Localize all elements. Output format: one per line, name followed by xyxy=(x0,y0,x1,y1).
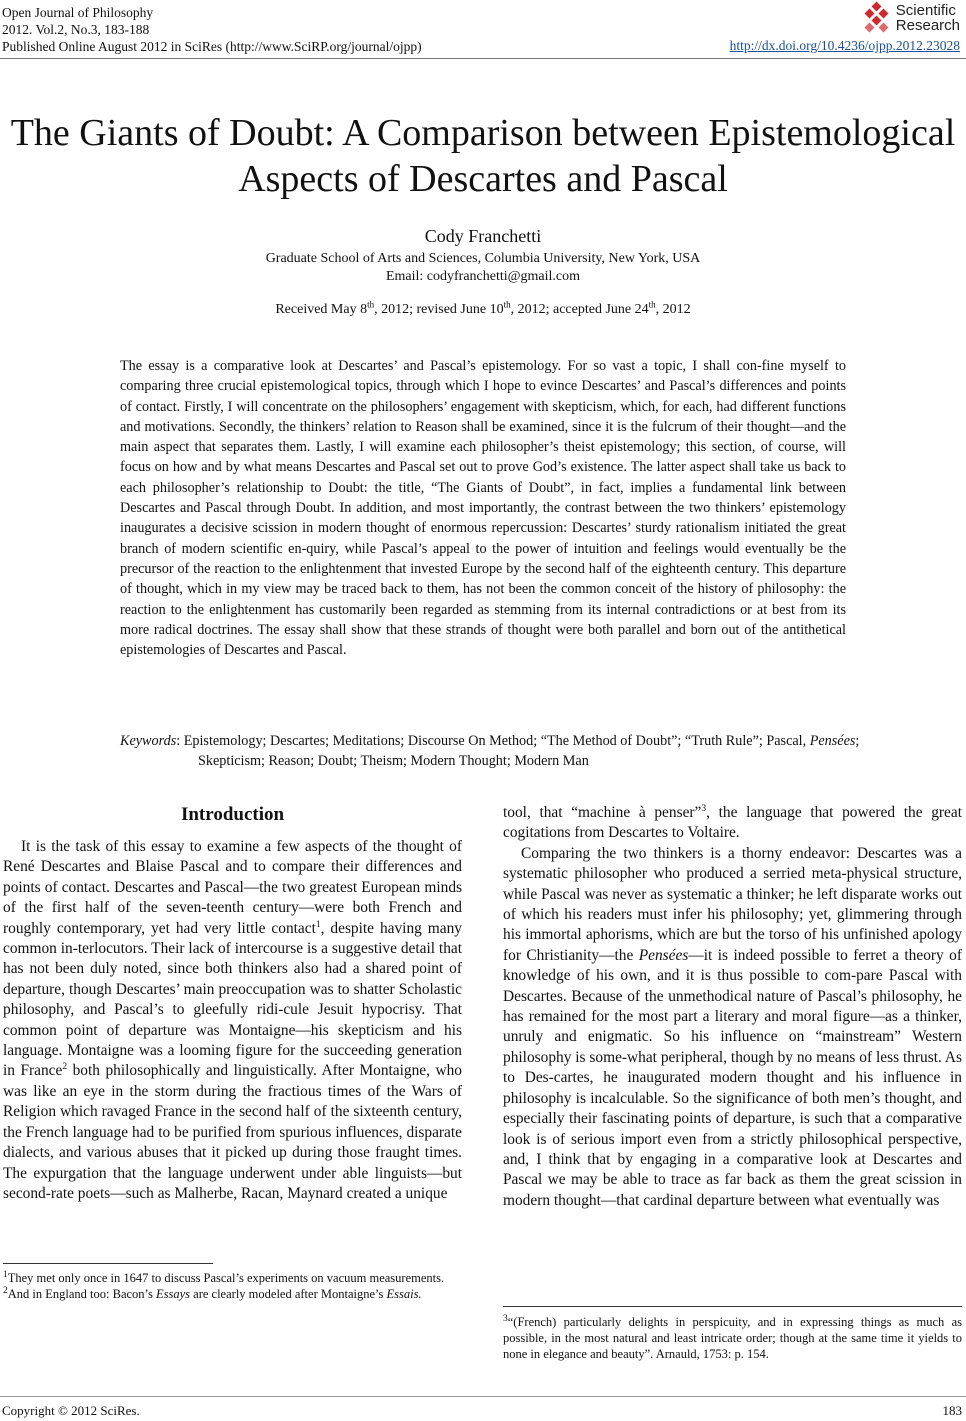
journal-name: Open Journal of Philosophy xyxy=(2,5,154,20)
publisher-block xyxy=(680,0,960,53)
doi-link[interactable]: http://dx.doi.org/10.4236/ojpp.2012.23028 xyxy=(729,38,960,53)
author-email: Email: codyfranchetti@gmail.com xyxy=(385,269,581,284)
footer-rule xyxy=(0,1396,966,1397)
running-header xyxy=(2,4,422,55)
footnote: $^1$They met only once in 1647 to discuss Pascal’s experiments on vacuum measurements. xyxy=(3,1269,445,1285)
header-rule xyxy=(0,58,966,59)
footnote-rule xyxy=(503,1306,962,1307)
footnote-ref: 1 xyxy=(315,919,321,930)
affiliation: Graduate School of Arts and Sciences, Columbia University, New York, USA xyxy=(265,251,701,266)
publication-info: Published Online August 2012 in SciRes (http://www.SciRP.org/journal/ojpp) xyxy=(2,39,422,54)
footnote: $^3$“(French) particularly delights in perspicuity, and in expressing things as much as possible, in the most natural and least intricate order; though at the same time it yields to none in elegance and beauty”. Arnauld, 1753: p. 154. xyxy=(503,1313,962,1361)
paper-title: The Giants of Doubt: A Comparison between Epistemological Aspects of Descartes and Pascal xyxy=(10,112,956,200)
footnote-rule xyxy=(3,1263,213,1264)
page-number: 183 xyxy=(942,1403,962,1418)
affiliation-block xyxy=(0,250,966,286)
publisher-logo xyxy=(680,0,960,36)
author-name: Cody Franchetti xyxy=(424,226,542,246)
footnote-ref: 2 xyxy=(62,1062,68,1073)
body-paragraph: It is the task of this essay to examine a few aspects of the thought of René Descartes and Blaise Pascal and to compare their differences and points of contact. Descartes and Pascal—the two greatest European minds of the first half of the seven-teenth century—were both French and roughly contemporary, yet had very little contact$^1$, despite having many common in-terlocutors. Their lack of intercourse is a suggestive detail that has not been duly noted, since both thinkers also had a shared point of departure, though Descartes’ main preoccupation was to shatter Scholastic philosophy, and Pascal’s to gleefully ridi-cule Jesuit hypocrisy. That common point of departure was Montaigne—his skepticism and his language. Montaigne was a looming figure for the succeeding generation in France$^2$ both philosophically and linguistically. After Montaigne, who was like an eye in the storm during the fractious times of the Wars of Religion which ravaged France in the second half of the sixteenth century, the French language had to be purified from spurious influences, disparate dialects, and various abuses that it picked up during those fraught times. The expurgation that the language underwent under able linguists—but second-rate poets—such as Malherbe, Racan, Maynard created a unique xyxy=(3,838,462,1202)
scirp-logo-icon xyxy=(862,3,892,33)
body-paragraph: tool, that “machine à penser”$^3$, the language that powered the great cogitations from Descartes to Voltaire. xyxy=(503,803,962,842)
footnote-ref: 3 xyxy=(701,803,707,814)
footnote: $^2$And in England too: Bacon’s Essays are clearly modeled after Montaigne’s Essais. xyxy=(3,1285,422,1301)
copyright-notice: Copyright © 2012 SciRes. xyxy=(2,1403,140,1418)
footnotes-right xyxy=(503,1314,962,1362)
section-heading-introduction: Introduction xyxy=(180,804,285,825)
abstract: The essay is a comparative look at Descartes’ and Pascal’s epistemology. For so vast a topic, I shall con-fine myself to comparing three crucial epistemological topics, through which I hope to evince Descartes’ and Pascal’s differences and points of contact. Firstly, I will concentrate on the philosophers’ engagement with skepticism, which, for each, had different functions and motivations. Secondly, the thinkers’ relation to Reason shall be examined, since it is the fulcrum of their thought—and the main aspect that separates them. Lastly, I will examine each philosopher’s theist epistemology; this section, of course, will focus on how and by what means Descartes and Pascal set out to prove God’s existence. The latter aspect shall take us back to each philosopher’s relationship to Doubt: the title, “The Giants of Doubt”, in fact, implies a fundamental link between Descartes and Pascal through Doubt. In addition, and most importantly, the contrast between the two thinkers’ epistemology inaugurates a decisive scission in modern thought of enormous repercussion: Descartes’ sturdy rationalism initiated the great branch of modern scientific en-quiry, while Pascal’s appeal to the power of intuition and feelings would eventually be the precursor of the reaction to the enlightenment that invested Europe by the second half of the eighteenth century. This departure of thought, which in my view may be traced back to them, has not been the common conceit of the history of philosophy: the reaction to the enlightenment has customarily been regarded as stemming from its internal contradictions or at best from its more radical doctrines. The essay shall show that these strands of thought were both parallel and born out of the antithetical epistemologies of Descartes and Pascal. xyxy=(120,358,846,659)
body-column-left xyxy=(3,803,462,1204)
received-dates: Received May 8th, 2012; revised June 10th, 2012; accepted June 24th, 2012 xyxy=(275,299,691,317)
keywords-label: Keywords xyxy=(120,733,177,749)
logo-text: Scientific Research xyxy=(895,2,960,34)
footnotes-left xyxy=(3,1270,462,1302)
body-paragraph: Comparing the two thinkers is a thorny endeavor: Descartes was a systematic philosopher who produced a serried meta-physical structure, while Pascal was never as systematic a thinker; he left disparate works out of which his readers must infer his philosophy; yet, glimmering through his immortal aphorisms, which are but the torso of his unfinished apology for Christianity—the Pensées—it is indeed possible to ferret a theory of knowledge of his own, and it is thus possible to com-pare Pascal with Descartes. Because of the unmethodical nature of Pascal’s philosophy, he has remained for the most part a literary and moral figure—as a thinker, unruly and enigmatic. So his influence on “mainstream” Western philosophy is some-what peripheral, though by no means of less thrust. As to Des-cartes, he inaugurated modern thought and his influence in philosophy is incalculable. So the significance of both men’s thought, and especially their fascinating points of departure, is such that a comparative look is of serious import even from a strictly philosophical perspective, and, I think that by engaging in a comparative look at Descartes and Pascal we may be able to trace as far back as them the great scission in modern thought—that cardinal departure between what eventually was xyxy=(503,844,962,1209)
keywords: Keywords: Epistemology; Descartes; Meditations; Discourse On Method; “The Method of Doubt”; “Truth Rule”; Pascal, Pensées; Skepticism; Reason; Doubt; Theism; Modern Thought; Modern Man xyxy=(120,733,860,770)
journal-volume: 2012. Vol.2, No.3, 183-188 xyxy=(2,22,150,37)
body-column-right xyxy=(503,803,962,1211)
